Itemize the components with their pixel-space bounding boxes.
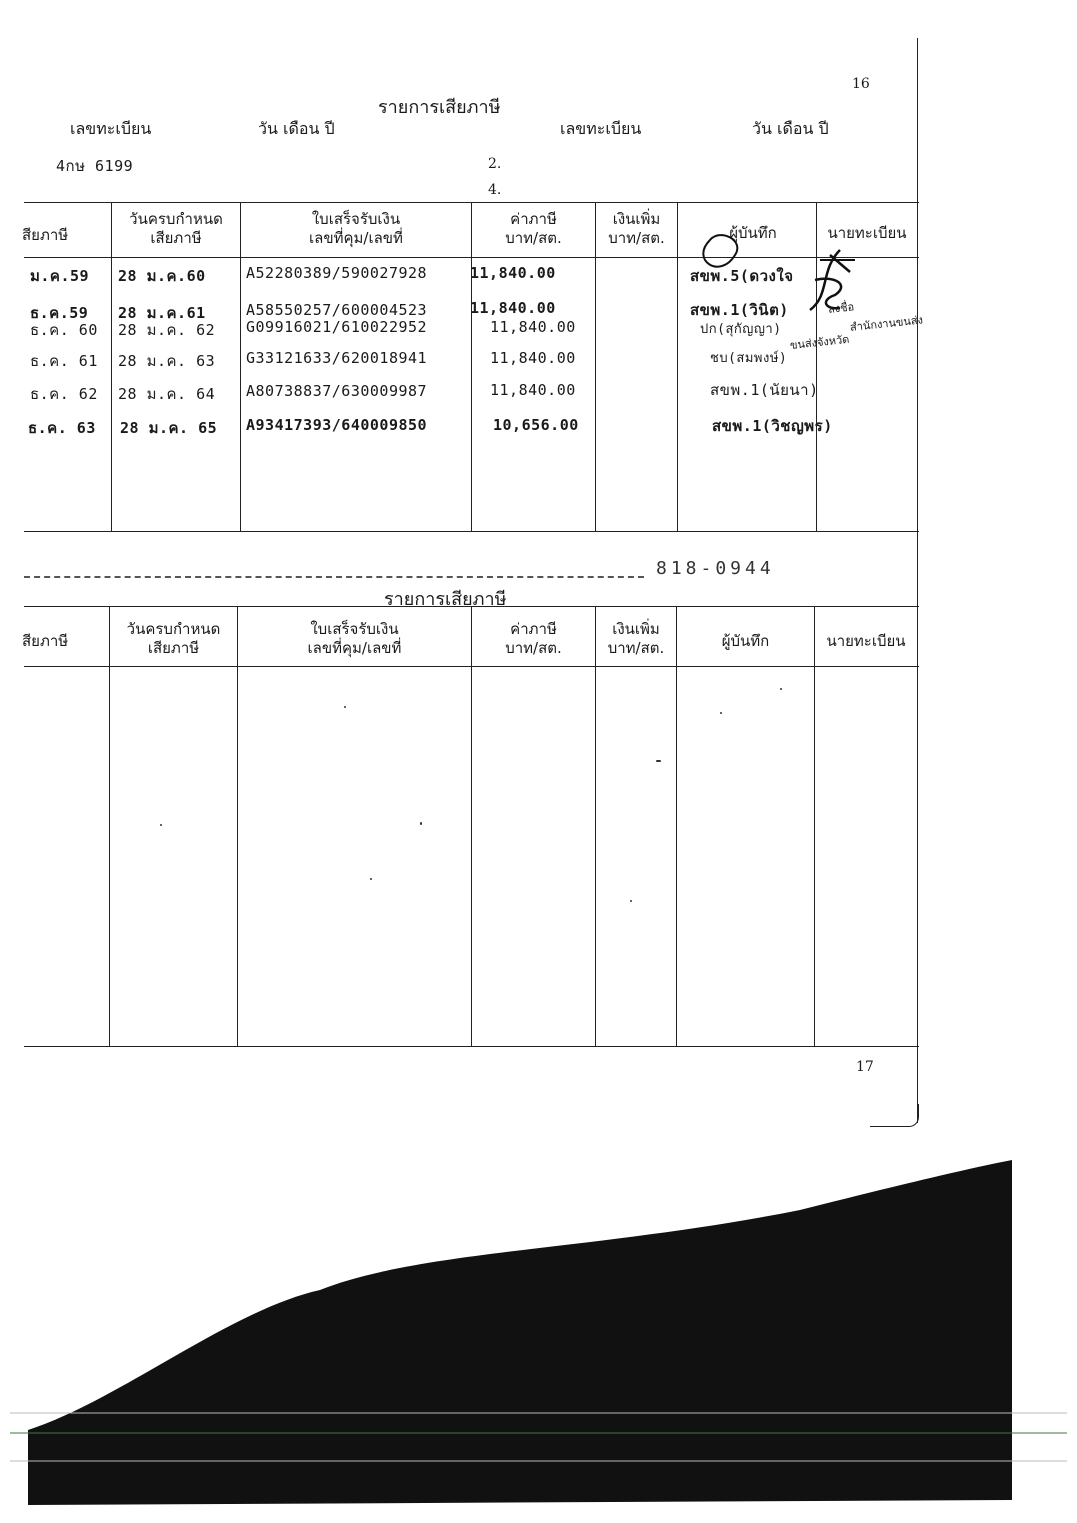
scan-speck (160, 824, 162, 826)
cell-period: ธ.ค. 61 (30, 352, 98, 370)
header-due-line1: วันครบกำหนด (126, 620, 221, 638)
cell-tax: 11,840.00 (490, 318, 576, 336)
scan-shadow (0, 1150, 1077, 1523)
date-label-right: วัน เดือน ปี (752, 119, 829, 138)
header-recorder: ผู้บันทึก (729, 224, 777, 242)
table2-title: รายการเสียภาษี (384, 589, 507, 610)
cell-tax: 11,840.00 (470, 264, 556, 282)
cell-recorder: สขพ.5(ดวงใจ (690, 267, 794, 285)
header-tax-line1: ค่าภาษี (510, 620, 557, 638)
header-receipt-line1: ใบเสร็จรับเงิน (310, 620, 399, 638)
scan-speck (630, 900, 632, 902)
item-4: 4. (488, 182, 502, 198)
item-2: 2. (488, 156, 502, 172)
header-tax-period: สียภาษี (22, 632, 69, 650)
cell-receipt: A93417393/640009850 (246, 416, 428, 434)
cell-due: 28 ม.ค. 65 (120, 419, 218, 437)
cell-tax: 11,840.00 (490, 381, 576, 399)
cell-tax: 11,840.00 (470, 299, 556, 317)
stamp-note: ลงชื่อ (827, 300, 855, 316)
cell-period: ธ.ค. 63 (28, 419, 96, 437)
header-surcharge-line1: เงินเพิ่ม (612, 620, 660, 638)
cell-period: ธ.ค. 60 (30, 321, 98, 339)
cell-receipt: G33121633/620018941 (246, 349, 428, 367)
header-registrar: นายทะเบียน (826, 632, 906, 650)
header-surcharge-line1: เงินเพิ่ม (612, 210, 661, 228)
page-number-bottom: 17 (856, 1059, 874, 1075)
cell-recorder: สขพ.1(นัยนา) (710, 381, 819, 399)
cell-due: 28 ม.ค. 62 (118, 321, 216, 339)
scan-speck (344, 706, 346, 708)
header-due-line2: เสียภาษี (147, 639, 200, 657)
cell-due: 28 ม.ค.60 (118, 267, 206, 285)
date-label-left: วัน เดือน ปี (258, 119, 335, 138)
cell-due: 28 ม.ค. 64 (118, 385, 216, 403)
header-tax-period: สียภาษี (22, 226, 69, 244)
cell-tax: 11,840.00 (490, 349, 576, 367)
cell-period: ธ.ค.59 (30, 304, 89, 322)
cell-tax: 10,656.00 (493, 416, 579, 434)
header-registrar: นายทะเบียน (827, 224, 907, 242)
scan-speck (420, 822, 422, 825)
cell-recorder: ชบ(สมพงษ์) (710, 351, 788, 366)
cell-due: 28 ม.ค. 63 (118, 352, 216, 370)
header-tax-line2: บาท/สต. (505, 639, 562, 657)
page-title: รายการเสียภาษี (378, 97, 501, 118)
strip-text: 818-0944 (656, 558, 775, 579)
header-surcharge-line2: บาท/สต. (608, 229, 665, 247)
header-tax-line2: บาท/สต. (505, 229, 562, 247)
cell-due: 28 ม.ค.61 (118, 304, 206, 322)
reg-label-right: เลขทะเบียน (560, 119, 642, 138)
header-surcharge-line2: บาท/สต. (607, 639, 665, 657)
reg-label-left: เลขทะเบียน (70, 119, 152, 138)
scan-strip (24, 558, 919, 580)
page-number-top: 16 (852, 76, 870, 92)
stamp-note: สำนักงานขนส่ง (849, 313, 924, 334)
header-receipt-line2: เลขที่คุม/เลขที่ (307, 639, 402, 657)
cell-recorder: สขพ.1(วินิต) (690, 301, 789, 319)
scan-speck (370, 878, 372, 880)
header-due-line2: เสียภาษี (150, 229, 202, 247)
cell-receipt: G09916021/610022952 (246, 318, 428, 336)
header-due-line1: วันครบกำหนด (129, 210, 223, 228)
header-receipt-line1: ใบเสร็จรับเงิน (311, 210, 401, 228)
scan-speck (720, 712, 722, 714)
page-corner (870, 1104, 919, 1127)
stamp-note: ขนส่งจังหวัด (789, 332, 850, 352)
cell-period: ม.ค.59 (30, 267, 90, 285)
header-receipt-line2: เลขที่คุม/เลขที่ (309, 229, 403, 247)
cell-receipt: A52280389/590027928 (246, 264, 428, 282)
cell-recorder: ปก(สุกัญญา) (700, 322, 782, 337)
cell-receipt: A58550257/600004523 (246, 301, 428, 319)
cell-recorder: สขพ.1(วิชญพร) (712, 417, 833, 435)
registration-value: 4กษ 6199 (56, 157, 134, 175)
cell-period: ธ.ค. 62 (30, 385, 98, 403)
header-recorder: ผู้บันทึก (721, 632, 770, 650)
header-tax-line1: ค่าภาษี (510, 210, 557, 228)
scan-speck (780, 688, 782, 690)
scan-speck (656, 760, 661, 762)
cell-receipt: A80738837/630009987 (246, 382, 428, 400)
